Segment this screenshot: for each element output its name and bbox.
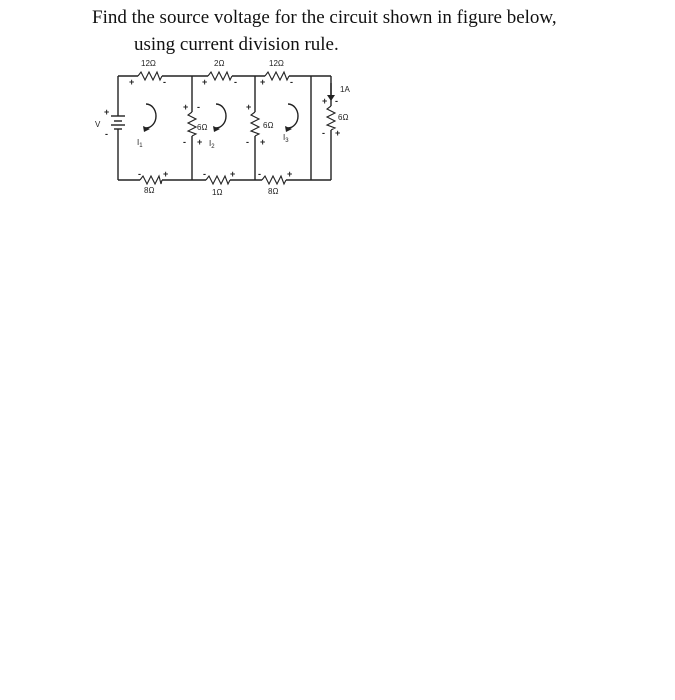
shunt-r2-plus-right: + [260,137,266,147]
shunt-resistor-2-label: 6Ω [263,121,274,130]
shunt-r1-minus: - [183,137,186,147]
top-r3-plus: + [260,77,266,87]
bottom-r3-minus: - [258,169,261,179]
mesh-arrow-icon [146,104,156,128]
source-voltage-label: V [95,120,101,129]
bottom-resistor-2 [206,176,230,184]
shunt-r3-plus-right: + [335,128,341,138]
bottom-resistor-2-label: 1Ω [212,188,223,197]
top-resistor-2-label: 2Ω [214,59,225,68]
shunt-resistor-1 [188,112,196,136]
bottom-r1-plus: + [163,169,169,179]
mesh-current-2-label: $I_2$ [209,139,215,150]
shunt-r3-minus: - [322,128,325,138]
shunt-r2-minus: - [246,137,249,147]
question-line-2: using current division rule. [134,34,339,55]
question-line-1: Find the source voltage for the circuit shown in figure below, [92,7,557,28]
top-resistor-3-label: 12Ω [269,59,284,68]
shunt-resistor-2 [251,112,259,136]
shunt-r3-minus-right: - [335,96,338,106]
mesh-arrow-icon [288,104,298,128]
bottom-r2-plus: + [230,169,236,179]
bottom-r3-plus: + [287,169,293,179]
mesh-current-2 [209,104,226,150]
top-r3-minus: - [290,77,293,87]
mesh-current-3-label: $I_3$ [283,133,289,144]
top-resistor-1-label: 12Ω [141,59,156,68]
bottom-resistor-1 [140,176,162,184]
top-r1-plus: + [129,77,135,87]
top-r2-minus: - [234,77,237,87]
bottom-resistor-1-label: 8Ω [144,186,155,195]
top-r1-minus: - [163,77,166,87]
top-r2-plus: + [202,77,208,87]
shunt-r3-plus: + [322,96,328,106]
voltage-source [95,107,125,139]
top-resistor-2 [208,72,232,80]
shunt-resistor-3 [327,106,335,130]
bottom-resistor-3-label: 8Ω [268,187,279,196]
mesh-current-1-label: $I_1$ [137,138,143,149]
bottom-r2-minus: - [203,169,206,179]
shunt-r2-plus: + [246,102,252,112]
source-minus-sign: - [105,129,108,139]
shunt-r1-plus-right: + [197,137,203,147]
shunt-resistor-1-label: 6Ω [197,123,208,132]
current-source-label: 1A [340,85,350,94]
shunt-resistor-3-label: 6Ω [338,113,349,122]
bottom-r1-minus: - [138,169,141,179]
circuit-wires [118,76,331,180]
current-source [327,83,350,101]
shunt-r1-minus-right: - [197,102,200,112]
mesh-current-1 [137,104,156,149]
shunt-r1-plus: + [183,102,189,112]
top-resistor-3 [265,72,289,80]
current-arrow-icon [327,95,335,101]
mesh-current-3 [283,104,298,144]
top-resistor-1 [138,72,162,80]
mesh-arrow-icon [216,104,226,128]
source-plus-sign: + [104,107,110,117]
bottom-resistor-3 [262,176,286,184]
